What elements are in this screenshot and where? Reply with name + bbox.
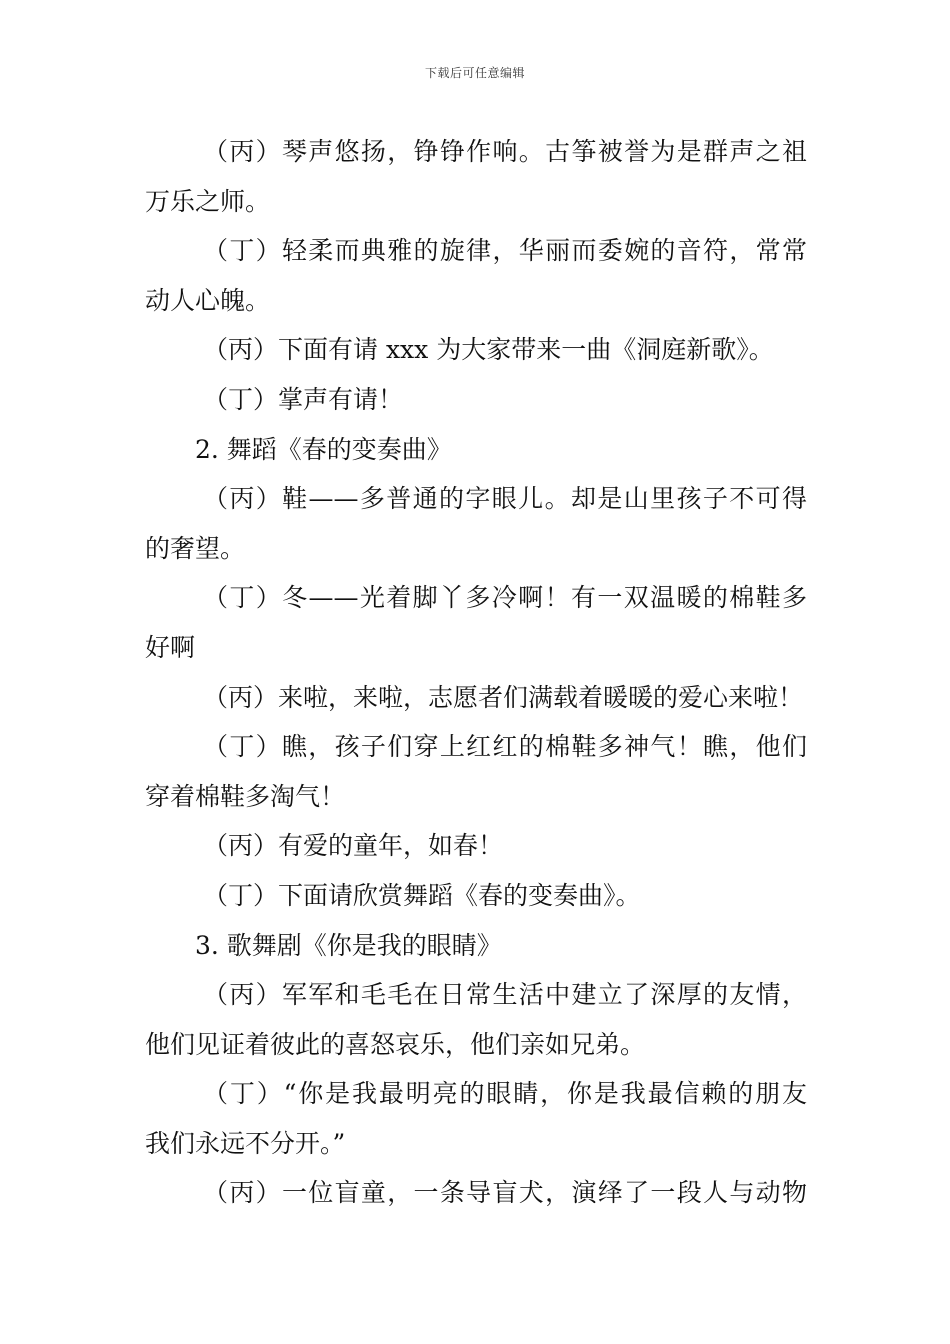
paragraph-line: 他们见证着彼此的喜怒哀乐，他们亲如兄弟。 [145,1029,646,1059]
paragraph-line: 的奢望。 [145,533,246,563]
paragraph-line: （丙）军军和毛毛在日常生活中建立了深厚的友情， [203,980,807,1010]
paragraph-line: 万乐之师。 [145,186,271,216]
page-header: 下载后可任意编辑 [424,66,525,80]
paragraph-line: （丙）下面有请 xxx 为大家带来一曲《洞庭新歌》。 [203,335,774,365]
section-heading: 2. 舞蹈《春的变奏曲》 [195,434,452,464]
paragraph-line: （丙）有爱的童年，如春！ [203,831,504,861]
paragraph-line: （丙）来啦，来啦，志愿者们满载着暖暖的爱心来啦！ [203,682,804,712]
paragraph-line: （丙）琴声悠扬，铮铮作响。古筝被誉为是群声之祖 [203,137,807,166]
paragraph-line: （丁）冬——光着脚丫多冷啊！有一双温暖的棉鞋多 [203,583,807,613]
paragraph-line: 动人心魄。 [145,285,271,315]
paragraph-line: （丁）“你是我最明亮的眼睛，你是我最信赖的朋友 [203,1079,807,1109]
paragraph-line: 我们永远不分开。” [145,1128,346,1158]
paragraph-line: 穿着棉鞋多淘气！ [145,781,346,811]
paragraph-line: 好啊 [145,632,196,662]
paragraph-line: （丁）瞧，孩子们穿上红红的棉鞋多神气！瞧，他们 [203,732,807,762]
paragraph-line: （丙）鞋——多普通的字眼儿。却是山里孩子不可得 [203,484,807,514]
paragraph-line: （丙）一位盲童，一条导盲犬，演绎了一段人与动物 [203,1178,807,1208]
paragraph-line: （丁）轻柔而典雅的旋律，华丽而委婉的音符，常常 [203,236,807,266]
paragraph-line: （丁）下面请欣赏舞蹈《春的变奏曲》。 [203,880,641,910]
section-heading: 3. 歌舞剧《你是我的眼睛》 [195,930,502,960]
paragraph-line: （丁）掌声有请！ [203,384,404,414]
document-body [145,127,807,1218]
